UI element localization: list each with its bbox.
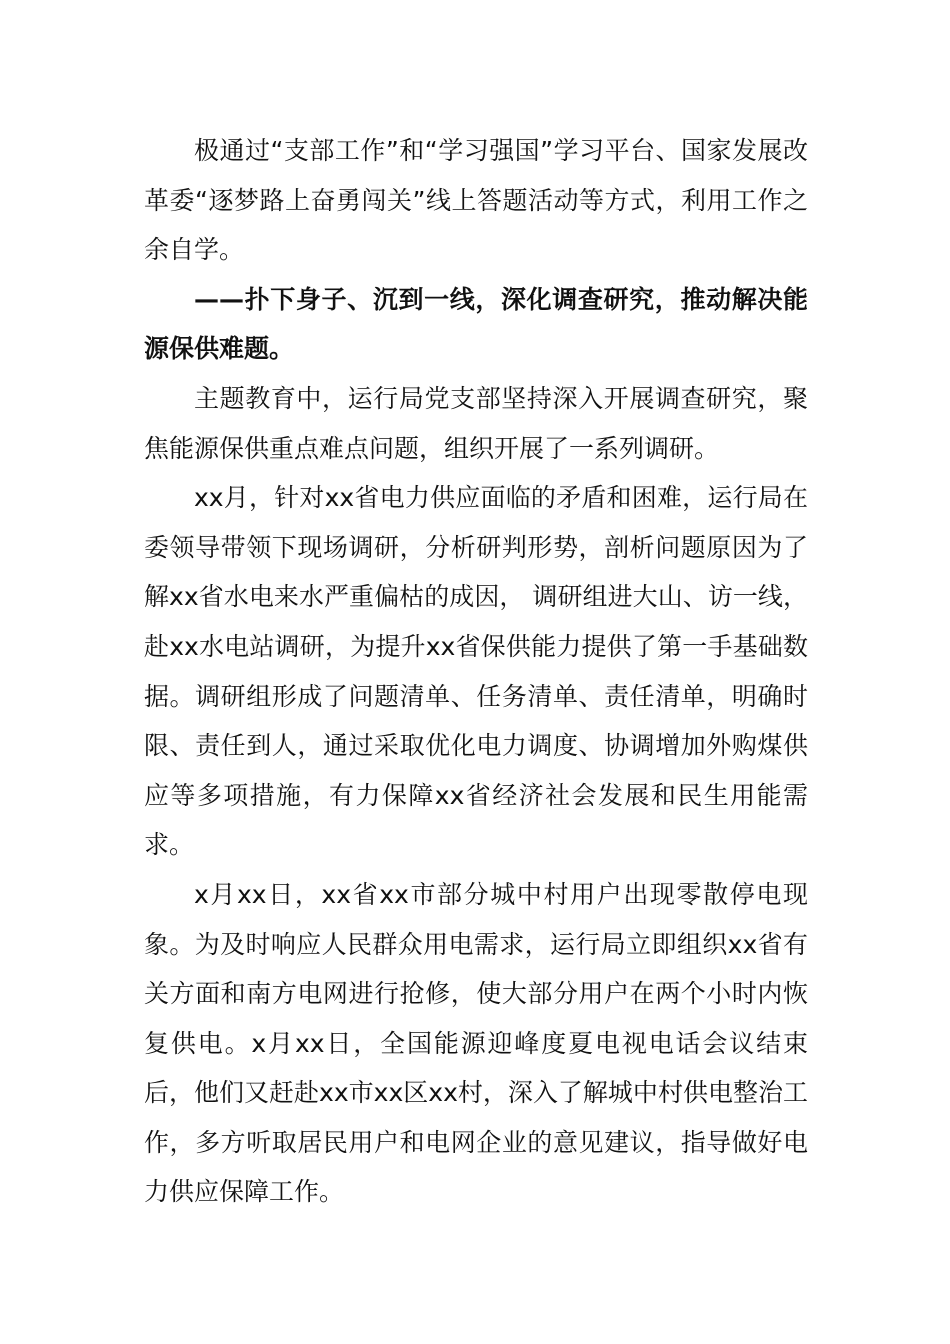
- paragraph-intro: 主题教育中，运行局党支部坚持深入开展调查研究，聚焦能源保供重点难点问题，组织开展了一系列调研。: [144, 383, 808, 463]
- paragraph-continuation: 极通过“支部工作”和“学习强国”学习平台、国家发展改革委“逐梦路上奋勇闯关”线上答题活动等方式，利用工作之余自学。: [144, 136, 808, 265]
- paragraph-research: xx月，针对xx省电力供应面临的矛盾和困难，运行局在委领导带领下现场调研，分析研判形势，剖析问题原因为了解xx省水电来水严重偏枯的成因， 调研组进大山、访一线，赴xx水电站调研，为提升xx省保供能力提供了第一手基础数据。调研组形成了问题清单、任务清单、责任清单，明确时限、责任到人，通过采取优化电力调度、协调增加外购煤供应等多项措施，有力保障xx省经济社会发展和民生用能需求。: [144, 483, 808, 860]
- paragraph-outage-response: x月xx日，xx省xx市部分城中村用户出现零散停电现象。为及时响应人民群众用电需求，运行局立即组织xx省有关方面和南方电网进行抢修，使大部分用户在两个小时内恢复供电。x月xx日，全国能源迎峰度夏电视电话会议结束后，他们又赶赴xx市xx区xx村，深入了解城中村供电整治工作，多方听取居民用户和电网企业的意见建议，指导做好电力供应保障工作。: [144, 879, 808, 1207]
- document-body: [144, 126, 808, 1217]
- section-heading: ——扑下身子、沉到一线，深化调查研究，推动解决能源保供难题。: [144, 284, 808, 364]
